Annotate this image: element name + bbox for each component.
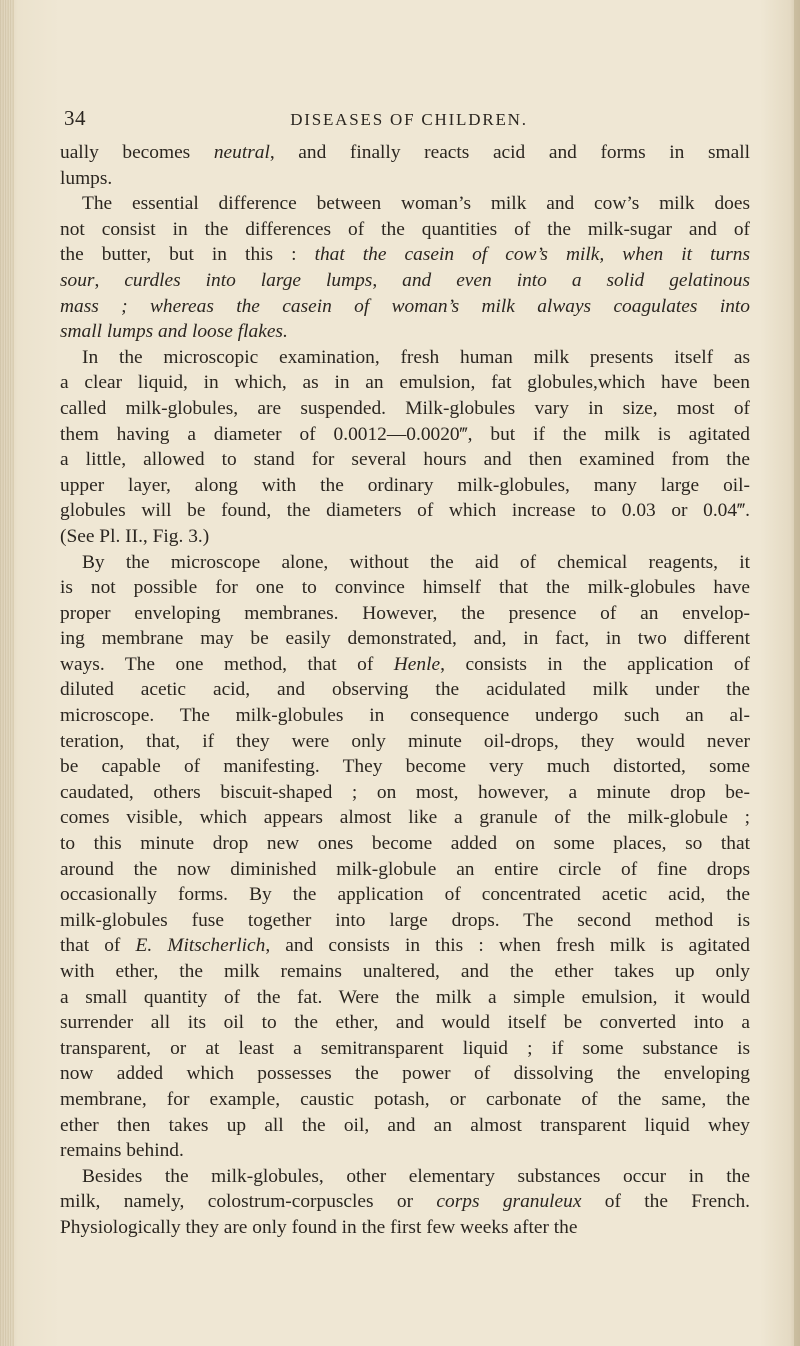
text-line <box>60 1087 750 1113</box>
text-line <box>60 857 750 883</box>
italic-text: neutral <box>213 142 270 163</box>
text-segment: Besides the milk-globules, other elementary substances occur in the <box>82 1165 750 1187</box>
text-line <box>60 933 750 959</box>
text-line <box>60 754 750 780</box>
text-segment: occasionally forms. By the application of concentrated acetic acid, the <box>60 884 750 906</box>
text-segment: with ether, the milk remains unaltered, and the ether takes up only <box>60 961 750 982</box>
text-line <box>60 1113 750 1139</box>
text-line <box>60 908 750 934</box>
text-line <box>60 729 750 755</box>
text-segment: , and finally reacts acid and forms in small <box>269 142 750 163</box>
italic-text: and even into a solid gelatinous <box>402 269 750 291</box>
text-line <box>60 498 750 524</box>
text-line <box>60 882 750 908</box>
text-segment: is not possible for one to convince himself that the milk-globules have <box>60 577 750 599</box>
italic-text: corps granuleux <box>436 1191 582 1213</box>
italic-text: sour <box>60 269 95 291</box>
text-line <box>60 626 750 652</box>
text-line <box>60 268 750 294</box>
page-header <box>64 106 754 136</box>
text-line <box>60 242 750 268</box>
text-segment: remains behind. <box>60 1140 184 1162</box>
text-line <box>60 677 750 703</box>
text-line <box>60 345 750 371</box>
text-segment: ing membrane may be easily demonstrated, and, in fact, in two different <box>60 628 750 650</box>
text-segment: lumps. <box>60 167 113 189</box>
text-segment: around the now diminished milk-globule an entire circle of fine drops <box>60 858 750 880</box>
text-segment: now added which possesses the power of dissolving the enveloping <box>60 1063 750 1085</box>
text-line <box>60 703 750 729</box>
text-line <box>60 1061 750 1087</box>
text-segment: of the French. <box>581 1191 750 1213</box>
italic-text: E. Mitscherlich <box>135 935 266 957</box>
text-segment: The essential difference between woman’s milk and cow’s milk does <box>82 193 750 215</box>
italic-text: small lumps and loose flakes. <box>60 321 288 343</box>
text-segment: a little, allowed to stand for several hours and then examined from the <box>60 449 750 471</box>
page-right-edge <box>794 0 800 1346</box>
text-segment: proper enveloping membranes. However, the presence of an envelop- <box>60 602 750 624</box>
text-segment: called milk-globules, are suspended. Milk-globules vary in size, most of <box>60 397 750 419</box>
text-line <box>60 217 750 243</box>
text-line <box>60 1010 750 1036</box>
text-line <box>60 1164 750 1190</box>
text-line <box>60 370 750 396</box>
text-line <box>60 575 750 601</box>
text-line <box>60 831 750 857</box>
text-line <box>60 1189 750 1215</box>
text-line <box>60 959 750 985</box>
text-segment: In the microscopic examination, fresh human milk presents itself as <box>82 346 750 368</box>
text-segment: teration, that, if they were only minute oil-drops, they would never <box>60 730 750 752</box>
text-line <box>60 652 750 678</box>
text-line <box>60 319 750 345</box>
text-segment: ether then takes up all the oil, and an almost transparent liquid whey <box>60 1114 750 1136</box>
text-line <box>60 524 750 550</box>
text-line <box>60 473 750 499</box>
text-segment: be capable of manifesting. They become very much distorted, some <box>60 756 750 778</box>
text-segment: the butter, but in this : <box>60 244 315 266</box>
text-segment: By the microscope alone, without the aid of chemical reagents, it <box>82 551 750 573</box>
text-segment: that of <box>60 935 136 957</box>
running-title: DISEASES OF CHILDREN. <box>290 110 528 129</box>
text-segment: them having a diameter of 0.0012—0.0020‴, but if the milk is agitated <box>60 423 750 445</box>
text-segment: , <box>94 269 125 291</box>
text-segment: a small quantity of the fat. Were the milk a simple emulsion, it would <box>60 986 750 1008</box>
text-segment: diluted acetic acid, and observing the acidulated milk under the <box>60 679 750 701</box>
italic-text: curdles into large lumps <box>124 269 373 291</box>
text-segment: milk-globules fuse together into large drops. The second method is <box>60 909 750 931</box>
text-line <box>60 396 750 422</box>
text-segment: globules will be found, the diameters of which increase to 0.03 or 0.04‴. <box>60 500 750 522</box>
text-line <box>60 294 750 320</box>
text-segment: upper layer, along with the ordinary milk-globules, many large oil- <box>60 474 750 496</box>
text-line <box>60 601 750 627</box>
text-line <box>60 166 750 192</box>
text-line <box>60 191 750 217</box>
italic-text: that the casein of cow’s milk, when it turns <box>314 244 750 266</box>
text-line <box>60 1036 750 1062</box>
text-line <box>60 140 750 166</box>
page-gutter-edge <box>0 0 14 1346</box>
text-segment: , consists in the application of <box>440 653 750 675</box>
text-line <box>60 1138 750 1164</box>
text-segment: comes visible, which appears almost like a granule of the milk-globule ; <box>60 807 750 829</box>
text-segment: caudated, others biscuit-shaped ; on most, however, a minute drop be- <box>60 781 750 803</box>
text-segment: a clear liquid, in which, as in an emulsion, fat globules,which have been <box>60 372 750 394</box>
text-line <box>60 805 750 831</box>
italic-text: mass ; whereas the casein of woman’s milk always coagulates into <box>60 295 750 317</box>
text-segment: milk, namely, colostrum-corpuscles or <box>60 1191 437 1213</box>
body-text <box>60 140 750 1241</box>
text-segment: membrane, for example, caustic potash, or carbonate of the same, the <box>60 1088 750 1110</box>
text-segment: not consist in the differences of the quantities of the milk-sugar and of <box>60 218 750 240</box>
text-segment: ually becomes <box>60 142 214 163</box>
text-segment: surrender all its oil to the ether, and would itself be converted into a <box>60 1012 750 1034</box>
text-segment: ways. The one method, that of <box>60 653 394 675</box>
text-segment: microscope. The milk-globules in consequence undergo such an al- <box>60 705 750 727</box>
text-segment: to this minute drop new ones become added on some places, so that <box>60 833 750 855</box>
text-line <box>60 985 750 1011</box>
italic-text: Henle <box>393 653 441 675</box>
text-segment: transparent, or at least a semitransparent liquid ; if some substance is <box>60 1037 750 1059</box>
text-line <box>60 1215 750 1241</box>
text-line <box>60 422 750 448</box>
text-segment: Physiologically they are only found in the first few weeks after the <box>60 1216 578 1238</box>
text-segment: , <box>372 269 403 291</box>
page-number: 34 <box>64 106 86 130</box>
text-line <box>60 780 750 806</box>
text-segment: , and consists in this : when fresh milk is agitated <box>265 935 750 957</box>
text-segment: (See Pl. II., Fig. 3.) <box>60 525 210 547</box>
text-line <box>60 447 750 473</box>
text-line <box>60 550 750 576</box>
